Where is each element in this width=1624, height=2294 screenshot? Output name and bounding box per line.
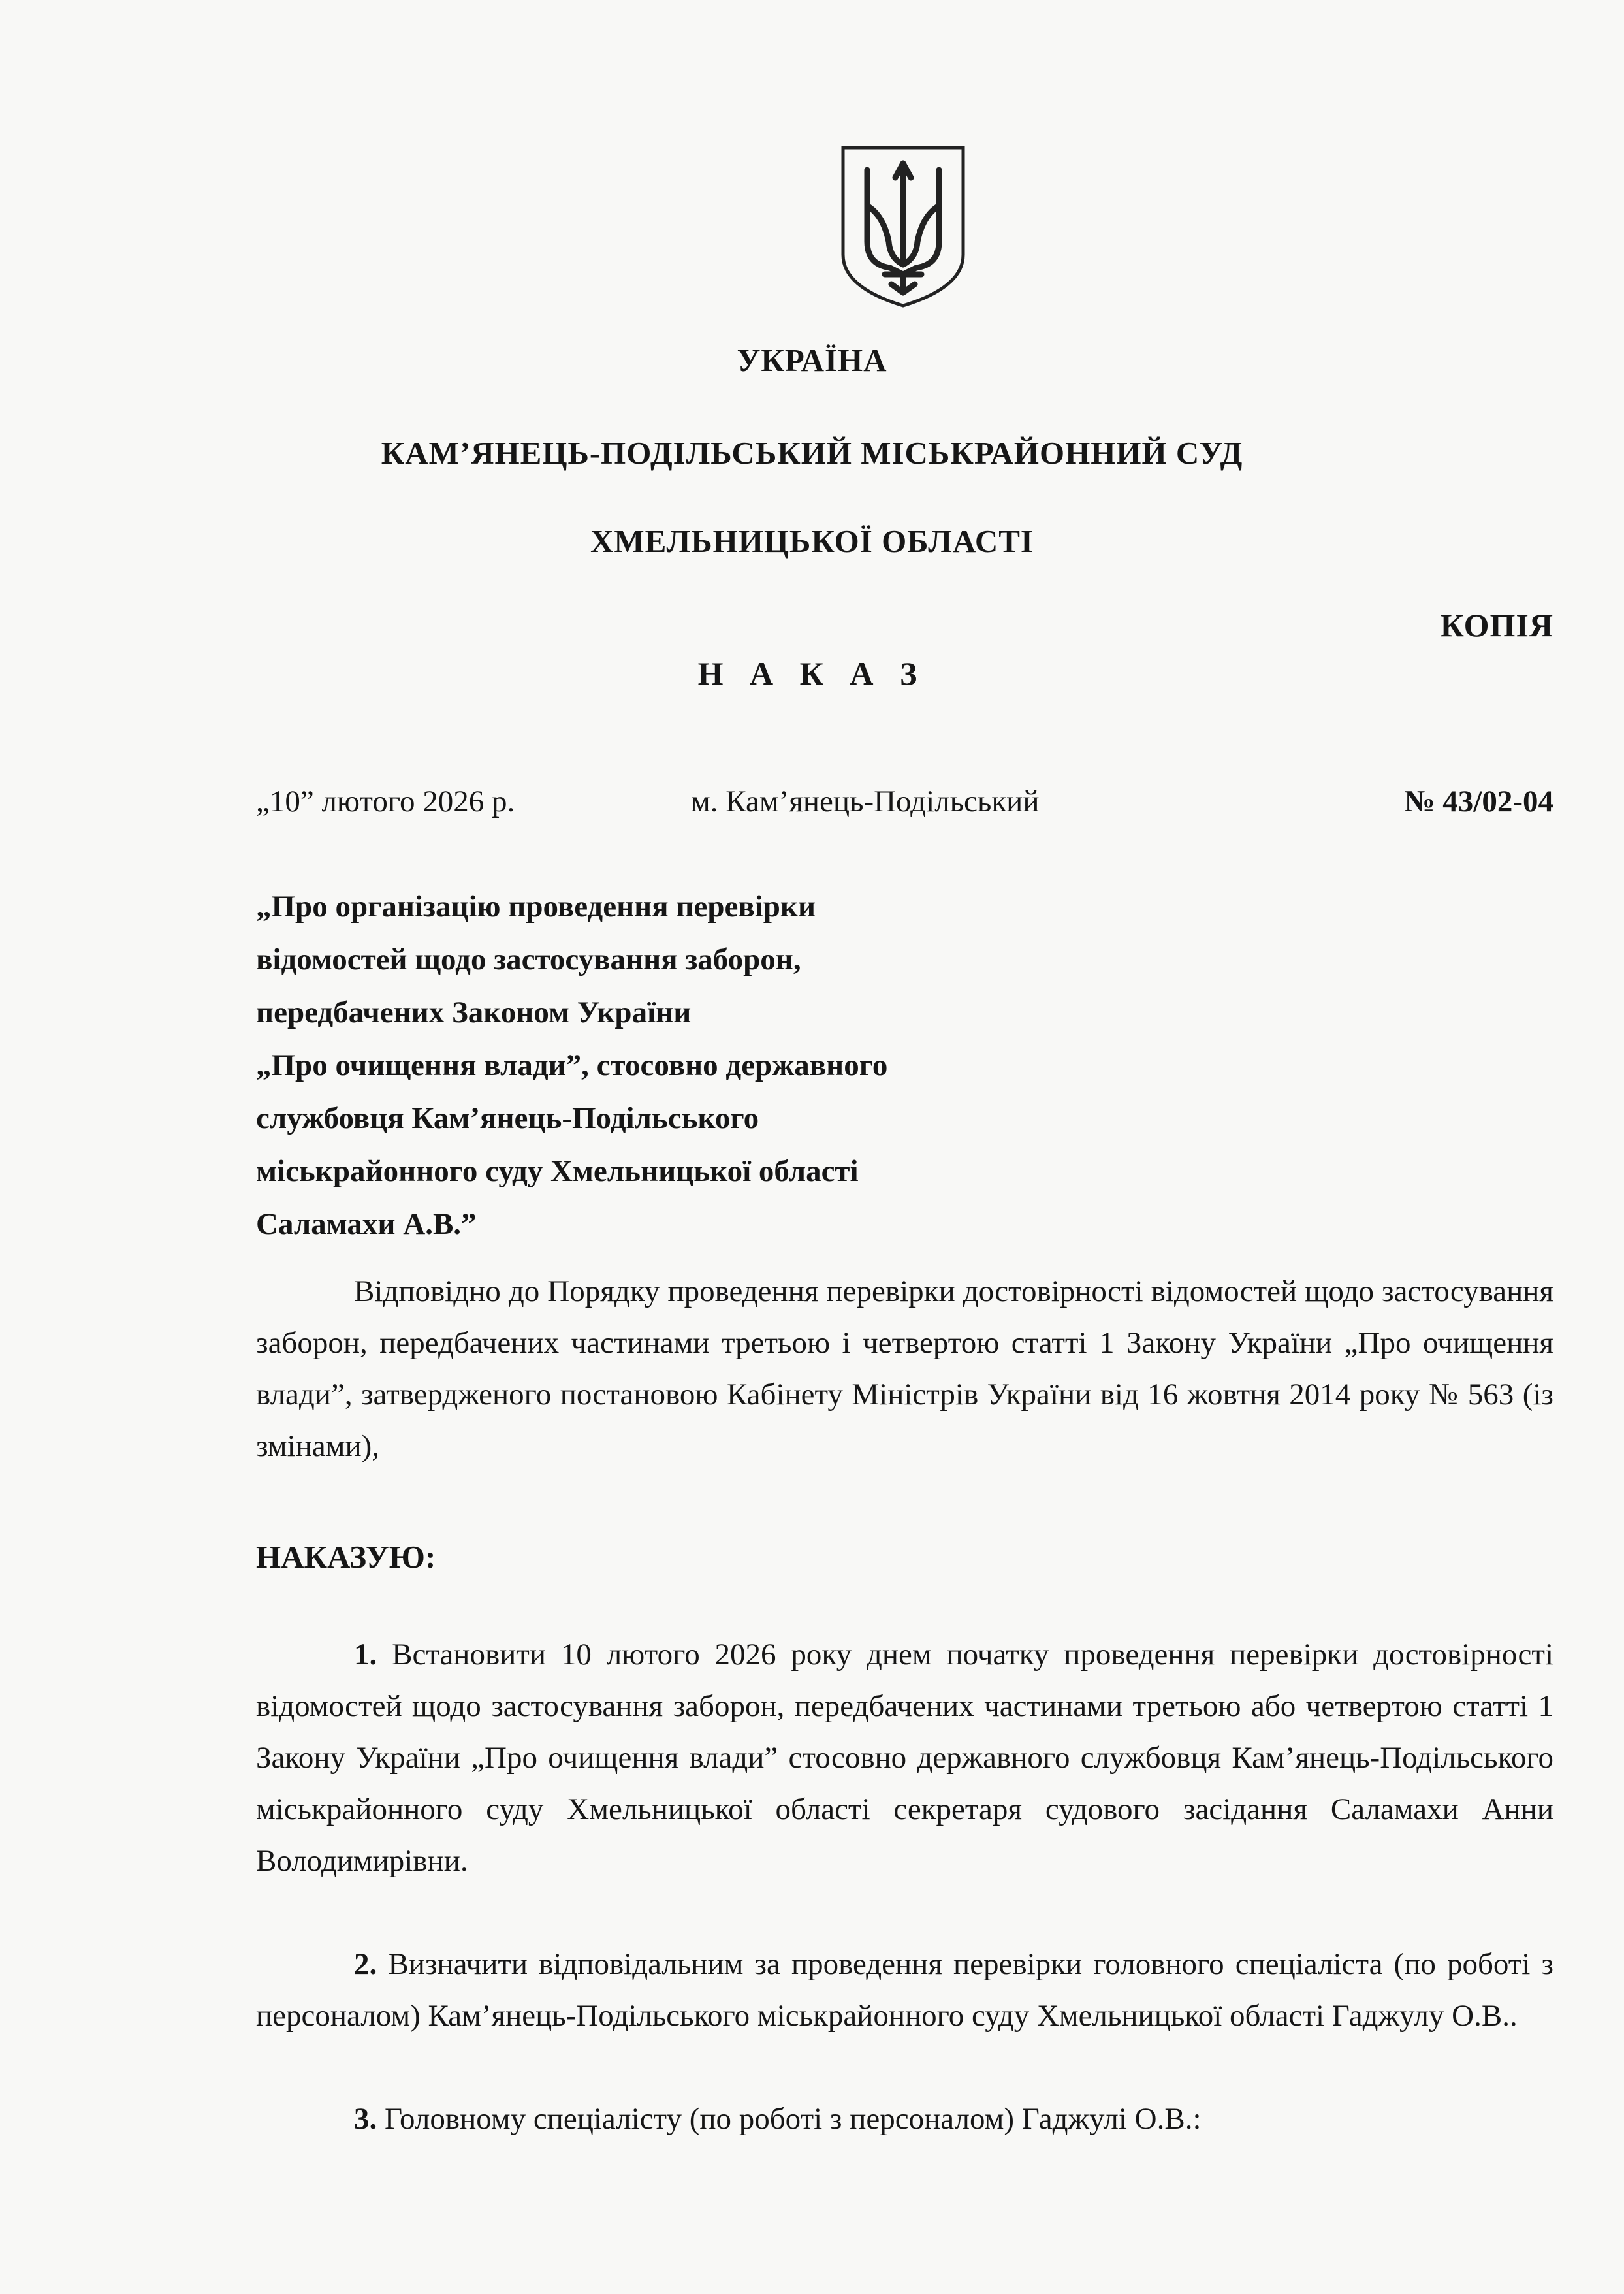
item-number: 1. xyxy=(354,1638,377,1672)
subject-line: Саламахи А.В.” xyxy=(256,1207,477,1241)
subject-line: „Про організацію проведення перевірки xyxy=(256,890,816,924)
item-number: 3. xyxy=(354,2102,377,2136)
item-text: Визначити відповідальним за проведення перевірки головного спеціаліста (по роботі з персоналом) Кам’янець-Подільського міськрайонного суду Хмельницької області Гаджулу О.В.. xyxy=(256,1947,1554,2033)
subject-line: міськрайонного суду Хмельницької області xyxy=(256,1154,859,1188)
subject-line: відомостей щодо застосування заборон, xyxy=(256,943,801,977)
order-number: № 43/02-04 xyxy=(1404,784,1553,818)
order-item-3 xyxy=(256,2093,1553,2145)
court-title: КАМ’ЯНЕЦЬ-ПОДІЛЬСЬКИЙ МІСЬКРАЙОННИЙ СУД xyxy=(381,435,1243,471)
item-text: Головному спеціалісту (по роботі з персоналом) Гаджулі О.В.: xyxy=(385,2102,1202,2136)
subject-line: передбачених Законом України xyxy=(256,995,692,1029)
country-title: УКРАЇНА xyxy=(737,342,887,378)
subject-line: службовця Кам’янець-Подільського xyxy=(256,1101,759,1135)
order-subject xyxy=(256,880,1105,1251)
item-text: Встановити 10 лютого 2026 року днем початку проведення перевірки достовірності відомостей щодо застосування заборон, передбачених частинами третьою або четвертою статті 1 Закону України „Про очищення влади” стосовно державного службовця Кам’янець-Подільського міськрайонного суду Хмельницької області секретаря судового засідання Саламахи Анни Володимирівни. xyxy=(256,1638,1554,1878)
order-date: „10” лютого 2026 р. xyxy=(256,784,515,818)
order-item-1 xyxy=(256,1629,1553,1887)
order-word: НАКАЗУЮ: xyxy=(256,1539,436,1575)
preamble-paragraph: Відповідно до Порядку проведення перевірки достовірності відомостей щодо застосування заборон, передбачених частинами третьою і четвертою статті 1 Закону України „Про очищення влади”, затвердженого постановою Кабінету Міністрів України від 16 жовтня 2014 року № 563 (із змінами), xyxy=(256,1274,1553,1463)
coat-of-arms-trident-icon xyxy=(838,144,968,308)
order-item-2 xyxy=(256,1939,1553,2042)
region-title: ХМЕЛЬНИЦЬКОЇ ОБЛАСТІ xyxy=(590,523,1034,559)
copy-mark: КОПІЯ xyxy=(1440,607,1553,643)
document-type-title: Н А К А З xyxy=(697,655,927,692)
order-city: м. Кам’янець-Подільський xyxy=(691,784,1040,818)
subject-line: „Про очищення влади”, стосовно державного xyxy=(256,1048,888,1082)
item-number: 2. xyxy=(354,1947,377,1981)
